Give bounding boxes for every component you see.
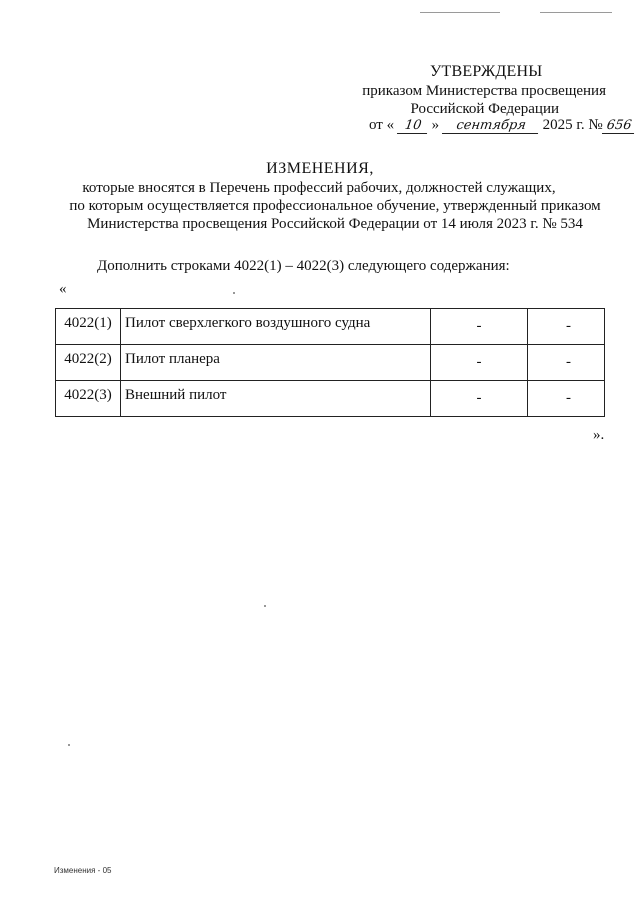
handwritten-order-number: 656 [602, 119, 636, 134]
approval-line-federation: Российской Федерации [410, 101, 559, 117]
table-cell-dash: - [431, 345, 528, 381]
document-subtitle-line-1: которые вносятся в Перечень профессий рабочих, должностей служащих, [82, 180, 556, 196]
table-row [56, 345, 605, 381]
scan-speck [233, 292, 235, 294]
scan-artifact-line [420, 12, 500, 13]
profession-code: 4022(1) [56, 309, 121, 345]
document-subtitle-line-2: по которым осуществляется профессиональное обучение, утвержденный приказом [69, 198, 601, 214]
closing-quote: ». [593, 427, 605, 443]
table-row [56, 381, 605, 417]
scan-artifact-line [540, 12, 612, 13]
page-footer: Изменения - 05 [54, 866, 112, 875]
approval-date-line [369, 117, 635, 134]
date-year: 2025 г. № [542, 117, 603, 133]
profession-code: 4022(2) [56, 345, 121, 381]
handwritten-month: сентября [442, 119, 540, 134]
profession-name: Пилот сверхлегкого воздушного судна [121, 309, 431, 345]
scan-speck [264, 605, 266, 607]
instruction-paragraph: Дополнить строками 4022(1) – 4022(3) следующего содержания: [97, 258, 510, 274]
professions-table [55, 308, 605, 417]
table-row [56, 309, 605, 345]
table-cell-dash: - [431, 309, 528, 345]
opening-quote: « [59, 281, 67, 297]
table-cell-dash: - [431, 381, 528, 417]
approval-title: УТВЕРЖДЕНЫ [430, 63, 543, 80]
handwritten-day: 10 [397, 119, 429, 134]
table-cell-dash: - [528, 309, 605, 345]
date-prefix: от « [369, 117, 395, 133]
date-mid: » [431, 117, 440, 133]
approval-line-ministry: приказом Министерства просвещения [362, 83, 606, 99]
table-cell-dash: - [528, 381, 605, 417]
scan-speck [68, 744, 70, 746]
document-subtitle-line-3: Министерства просвещения Российской Федерации от 14 июля 2023 г. № 534 [87, 216, 583, 232]
document-heading: ИЗМЕНЕНИЯ, [266, 160, 374, 177]
profession-code: 4022(3) [56, 381, 121, 417]
table-cell-dash: - [528, 345, 605, 381]
profession-name: Внешний пилот [121, 381, 431, 417]
profession-name: Пилот планера [121, 345, 431, 381]
